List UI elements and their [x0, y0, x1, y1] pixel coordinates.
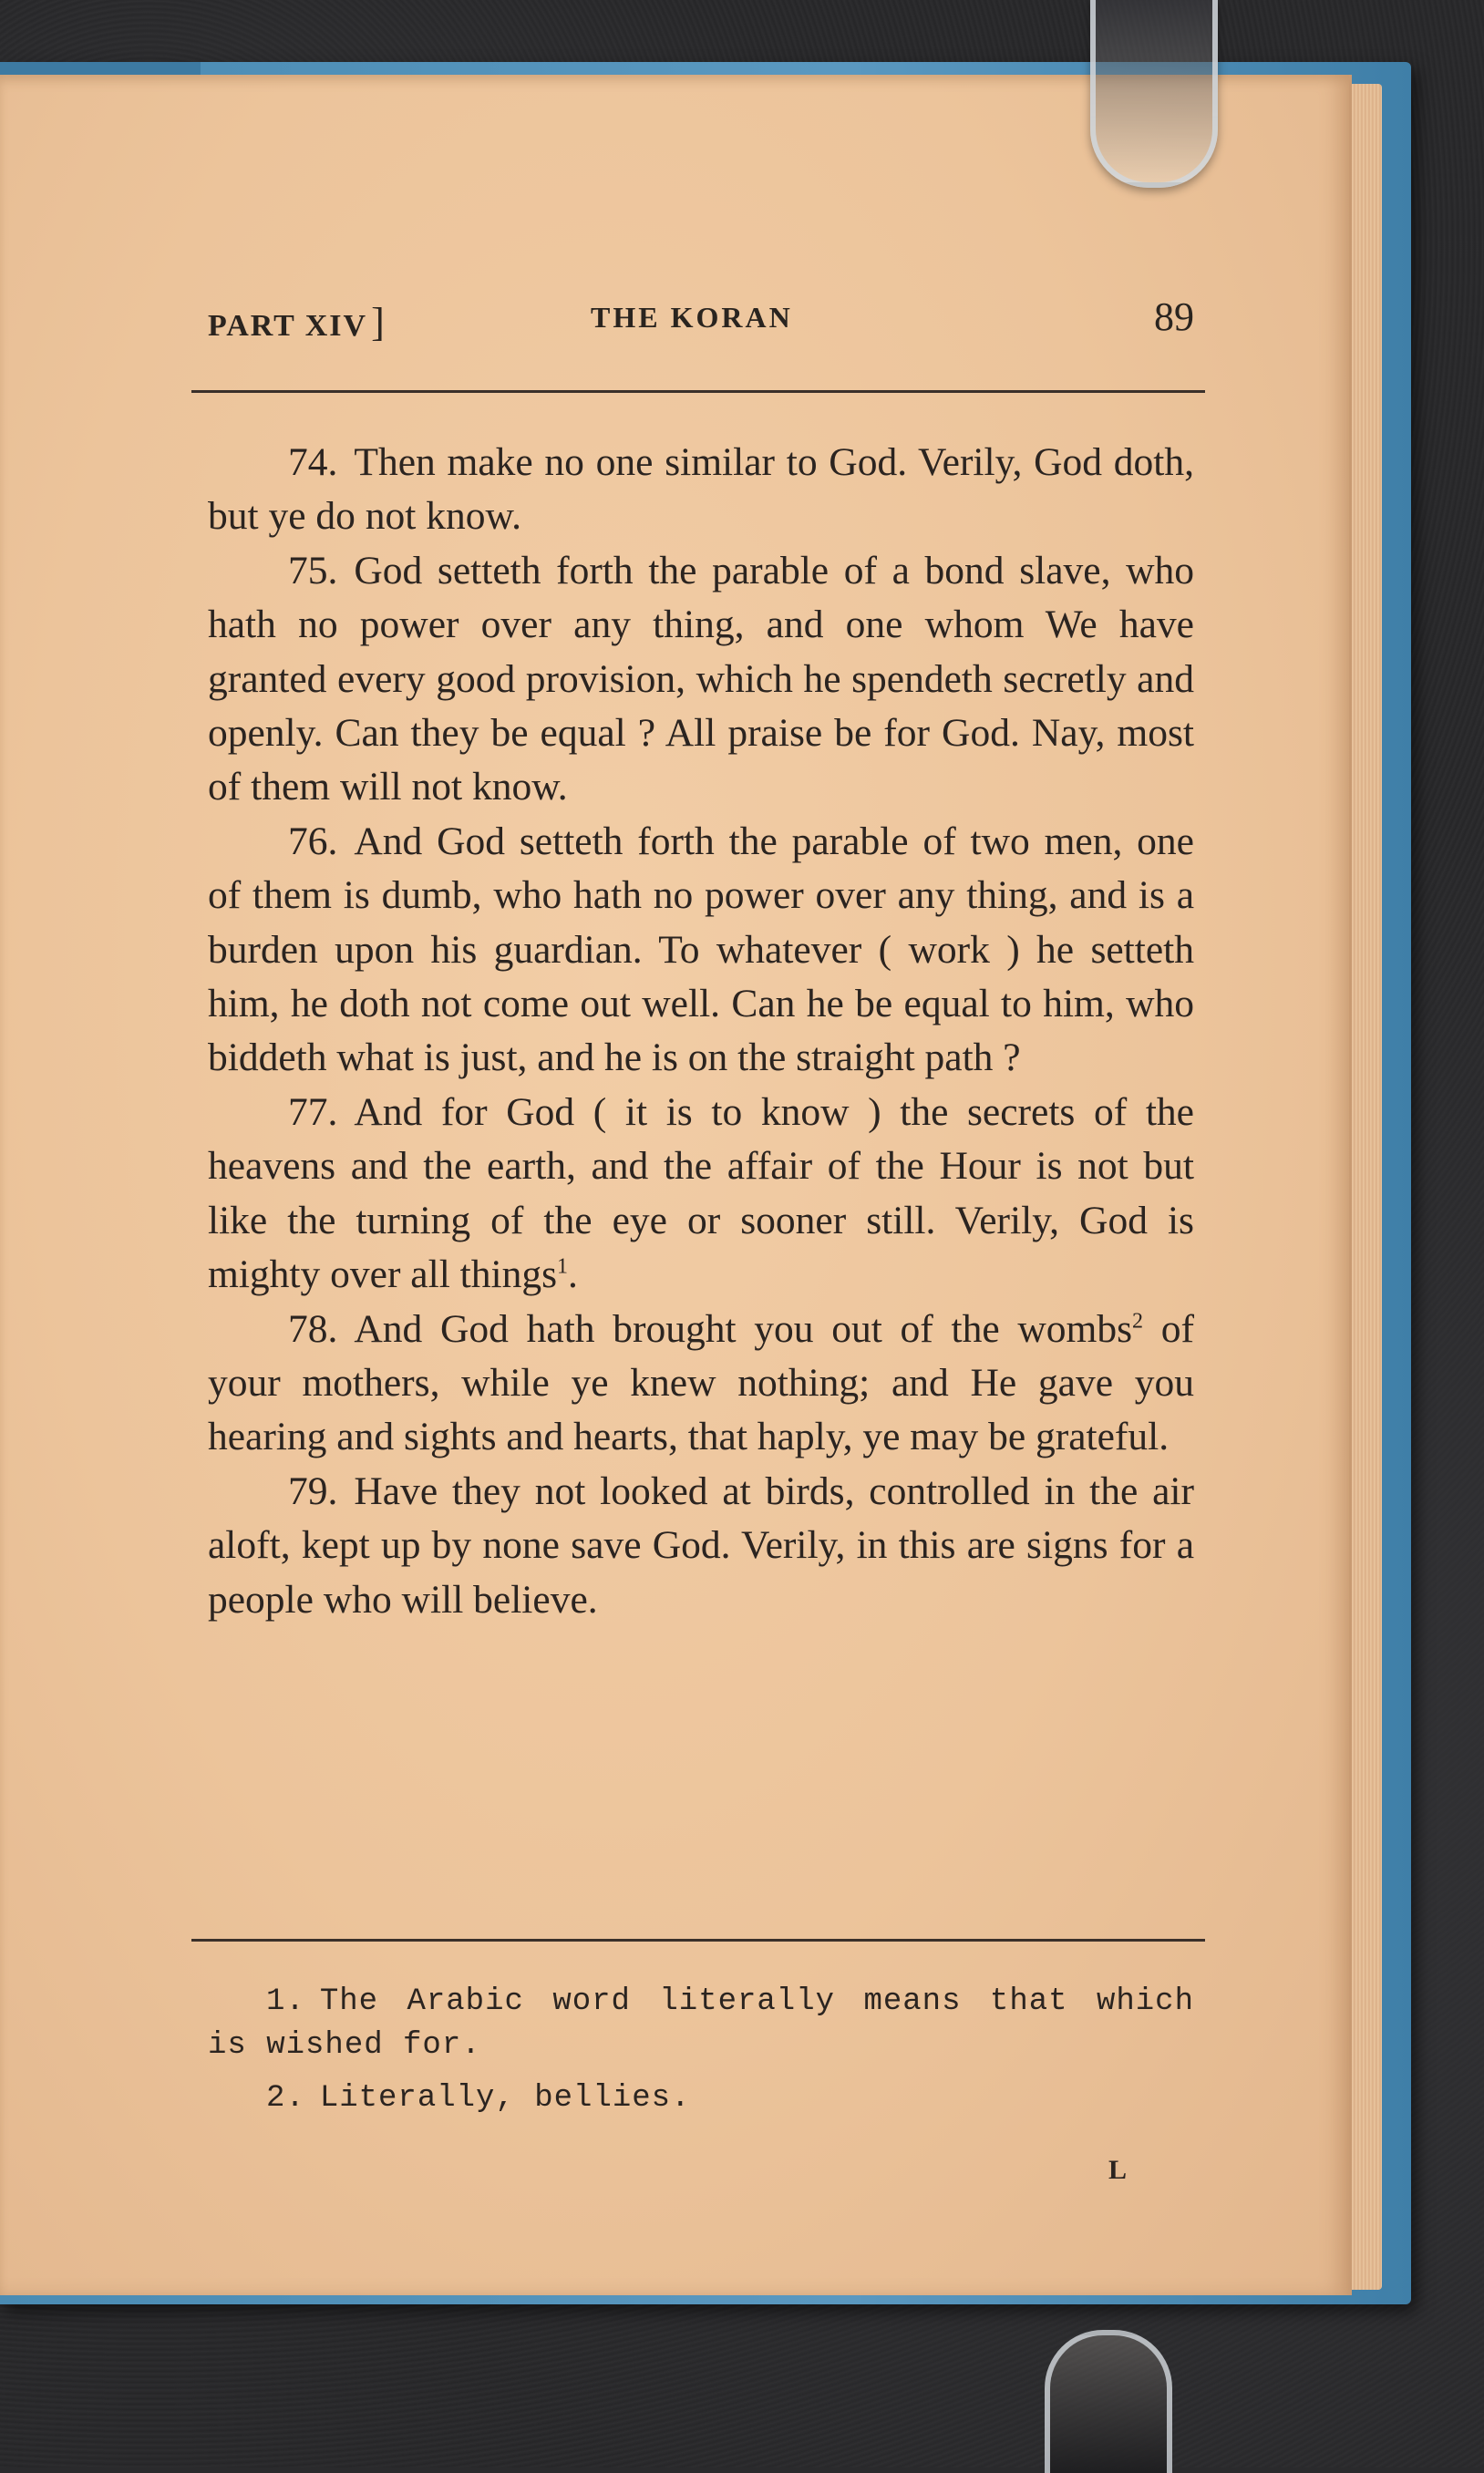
footnote-2: [208, 2076, 1194, 2120]
verse-78: [208, 1303, 1194, 1465]
footnote-ref: 2: [1132, 1309, 1144, 1333]
running-header: [208, 290, 1194, 345]
verse-text: And for God ( it is to know ) the secrets of the heavens and the earth, and the affair of the Hour is not but like the turning of the eye or sooner still. Verily, God is mighty over all things: [208, 1089, 1194, 1297]
book-title: THE KORAN: [591, 301, 793, 334]
footnote-text: Literally, bellies.: [319, 2081, 691, 2116]
verse-number: 77.: [288, 1089, 338, 1134]
footnotes: [208, 1980, 1194, 2129]
verse-75: [208, 544, 1194, 815]
verse-number: 75.: [288, 548, 338, 592]
verse-77: [208, 1086, 1194, 1303]
footnote-text: The Arabic word literally means that which is wished for.: [208, 1984, 1194, 2063]
footnote-number: 1.: [266, 1984, 305, 2019]
verse-number: 78.: [288, 1306, 338, 1351]
verse-text: And God hath brought you out of the wombs: [354, 1306, 1133, 1351]
main-text: [208, 436, 1194, 1627]
verse-74: [208, 436, 1194, 544]
verse-text: Have they not looked at birds, controlled in the air aloft, kept up by none save God. Verily, in this are signs for a people who will believe.: [208, 1468, 1194, 1622]
page-number: 89: [1154, 294, 1194, 339]
footnote-rule: [191, 1939, 1205, 1942]
verse-text: And God setteth forth the parable of two men, one of them is dumb, who hath no power over any thing, and is a burden upon his guardian. To whatever ( work ) he setteth him, he doth not come out well. Can he be equal to him, who biddeth what is just, and he is on the straight path ?: [208, 819, 1194, 1080]
part-label-text: PART XIV: [208, 309, 368, 343]
verse-76: [208, 815, 1194, 1086]
paper-clip-bottom-icon: [1045, 2330, 1172, 2473]
footnote-1: [208, 1980, 1194, 2067]
verse-text-end: .: [568, 1252, 578, 1297]
signature-mark: L: [1108, 2155, 1128, 2185]
header-rule: [191, 390, 1205, 393]
verse-text: God setteth forth the parable of a bond slave, who hath no power over any thing, and one whom We have granted every good provision, which he spendeth secretly and openly. Can they be equal ? All praise be for God. Nay, most of them will not know.: [208, 548, 1194, 809]
verse-text: Then make no one similar to God. Verily, God doth, but ye do not know.: [208, 440, 1194, 539]
verse-79: [208, 1465, 1194, 1627]
part-bracket: ]: [371, 300, 386, 345]
verse-text-end: of your mothers, while ye knew nothing; and He gave you hearing and sights and hearts, that haply, ye may be grateful.: [208, 1306, 1194, 1459]
verse-number: 76.: [288, 819, 338, 863]
footnote-number: 2.: [266, 2081, 305, 2116]
paper-clip-top-icon: [1090, 0, 1218, 188]
footnote-ref: 1: [557, 1254, 569, 1279]
verse-number: 79.: [288, 1468, 338, 1513]
book-cover-edge: [0, 62, 201, 75]
verse-number: 74.: [288, 440, 338, 484]
part-label: [208, 299, 386, 345]
